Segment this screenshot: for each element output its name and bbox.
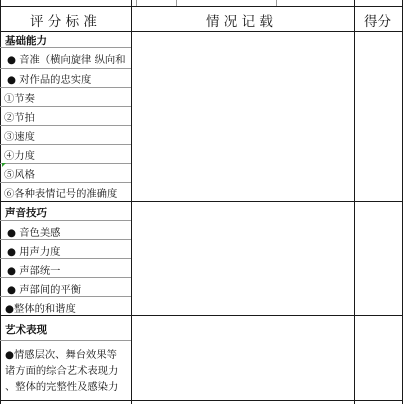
header-record: 情 况 记 载 <box>206 14 273 30</box>
description-line: 诸方面的综合艺术表现力 <box>5 365 119 377</box>
criteria-item: ①节奏 <box>4 93 35 105</box>
criteria-item: ● 音色美感 <box>7 227 61 239</box>
header-criteria: 评 分 标 准 <box>30 14 97 30</box>
criteria-item: ⑥各种表情记号的准确度 <box>4 188 118 200</box>
row-line <box>0 68 131 69</box>
row-line <box>0 239 131 240</box>
row-line <box>0 277 131 278</box>
criteria-item: ③速度 <box>4 131 35 143</box>
row-line <box>0 87 131 88</box>
artistic-expression-description <box>5 347 118 395</box>
section-title-basic-ability: 基础能力 <box>5 35 47 47</box>
row-line <box>0 163 131 164</box>
record-cell-vocal-technique[interactable] <box>132 202 354 315</box>
row-line <box>0 182 131 183</box>
criteria-item: ● 声部统一 <box>7 265 61 277</box>
row-line <box>0 340 131 341</box>
criteria-item: ● 声部间的平衡 <box>7 284 82 296</box>
row-line <box>0 220 131 221</box>
description-line: ●情感层次、舞台效果等 <box>5 349 117 361</box>
criteria-item: ②节拍 <box>4 112 35 124</box>
criteria-item: ⑤风格 <box>4 169 35 181</box>
score-cell-basic-ability[interactable] <box>355 32 402 201</box>
criteria-item: ● 对作品的忠实度 <box>7 74 92 86</box>
header-score: 得分 <box>364 14 391 30</box>
right-border <box>402 0 403 404</box>
top-edge <box>0 6 403 7</box>
score-cell-vocal-technique[interactable] <box>355 202 402 315</box>
criteria-item: ④力度 <box>4 150 35 162</box>
bottom-line <box>0 400 403 401</box>
record-cell-artistic-expression[interactable] <box>132 316 354 400</box>
section-title-vocal-technique: 声音技巧 <box>5 207 47 219</box>
row-line <box>0 258 131 259</box>
criteria-item: ● 音准（横向旋律 纵向和 <box>7 54 126 66</box>
row-line <box>0 125 131 126</box>
row-line <box>0 296 131 297</box>
row-line <box>0 144 131 145</box>
score-cell-artistic-expression[interactable] <box>355 316 402 400</box>
description-line: 、整体的完整性及感染力 <box>5 381 119 393</box>
record-cell-basic-ability[interactable] <box>132 32 354 201</box>
left-border <box>0 0 1 404</box>
criteria-item: ●整体的和谐度 <box>5 303 76 315</box>
criteria-item: ● 用声力度 <box>7 246 61 258</box>
section-title-artistic-expression: 艺术表现 <box>5 324 47 336</box>
row-line <box>0 106 131 107</box>
